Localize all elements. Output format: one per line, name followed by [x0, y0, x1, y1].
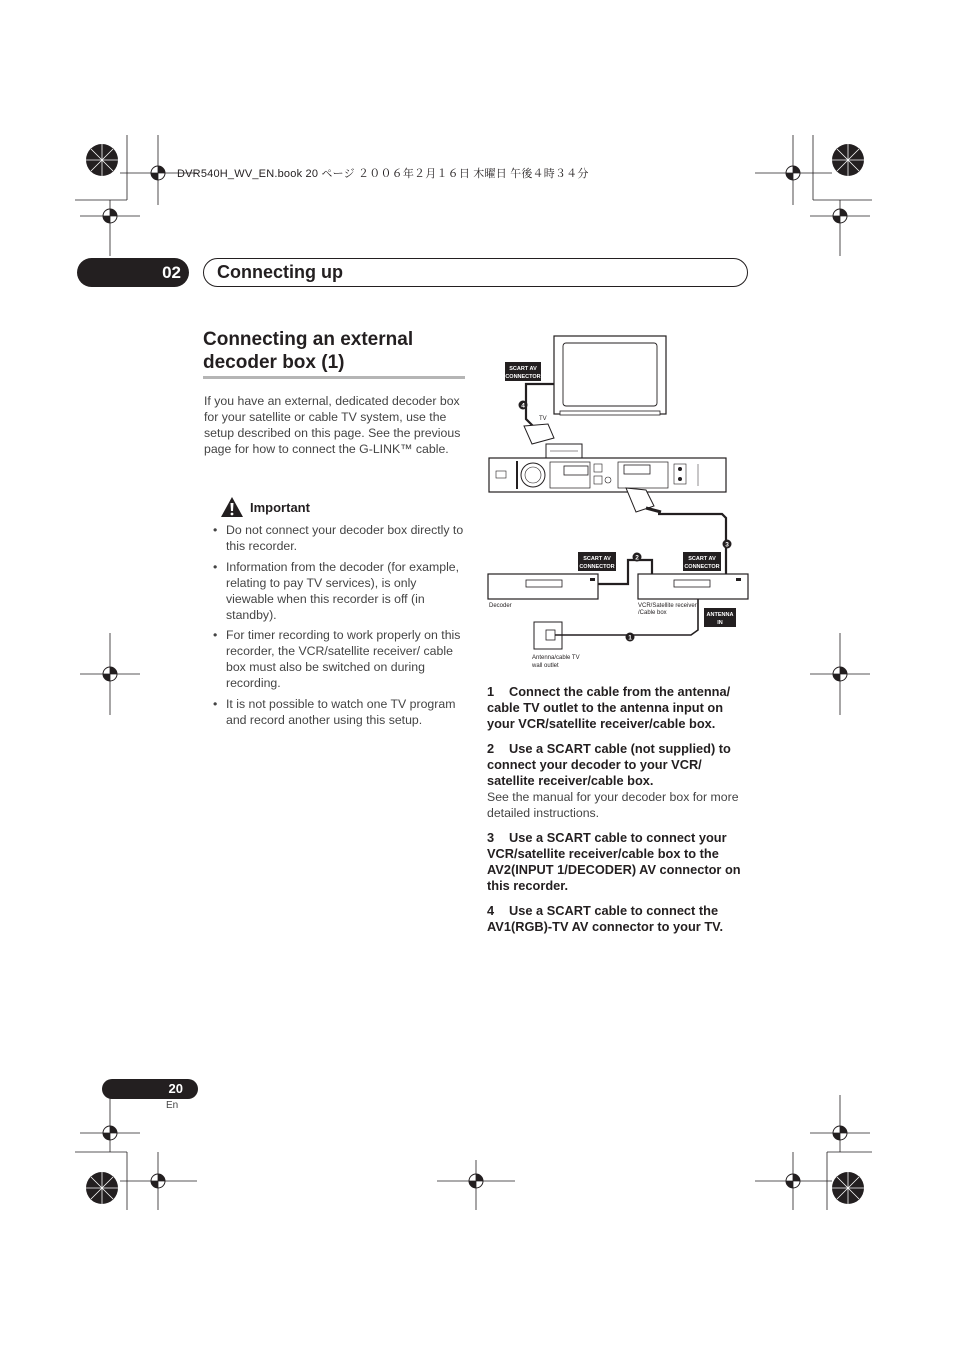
step-instruction: Use a SCART cable to connect the AV1(RGB)-TV AV connector to your TV. — [487, 903, 724, 934]
book-header-line: DVR540H_WV_EN.book 20 ページ ２００６年２月１６日 木曜日 午後４時３４分 — [177, 168, 589, 180]
chapter-number: 02 — [77, 258, 189, 287]
list-item: • Information from the decoder (for example, relating to pay TV services), is only viewable when this recorder is off (in standby). — [213, 559, 460, 622]
section-title: Connecting an external decoder box (1) — [203, 329, 414, 373]
warning-icon — [220, 496, 244, 518]
step-number: 2 — [487, 741, 495, 756]
list-item: • Do not connect your decoder box directly to this recorder. — [213, 523, 464, 553]
svg-text:CONNECTOR: CONNECTOR — [579, 564, 615, 570]
svg-text:IN: IN — [717, 620, 723, 626]
step-number: 1 — [487, 684, 495, 699]
list-item: • It is not possible to watch one TV program and record another using this setup. — [213, 696, 456, 727]
vcr-label-line1: VCR/Satellite receiver — [638, 603, 697, 609]
step-instruction: Connect the cable from the antenna/ cable TV outlet to the antenna input on your VCR/satellite receiver/cable box. — [487, 684, 731, 731]
important-heading: Important — [250, 500, 310, 515]
scart-tag-decoder — [578, 552, 616, 571]
vcr-label-line2: /Cable box — [638, 610, 667, 616]
svg-text:1: 1 — [628, 634, 632, 642]
step-note: See the manual for your decoder box for more detailed instructions. — [487, 790, 739, 820]
svg-text:4: 4 — [521, 402, 525, 410]
decoder-box — [488, 574, 598, 599]
svg-text:3: 3 — [725, 541, 729, 549]
connection-diagram — [486, 334, 752, 674]
bullet-icon: • — [213, 559, 218, 574]
decoder-label: Decoder — [489, 603, 512, 609]
svg-text:CONNECTOR: CONNECTOR — [684, 564, 720, 570]
step-2 — [487, 741, 749, 821]
antenna-tag — [704, 608, 736, 627]
svg-text:SCART AV: SCART AV — [509, 366, 537, 372]
step-instruction: Use a SCART cable to connect your VCR/satellite receiver/cable box to the AV2(INPUT 1/DECODER) AV connector on this recorder. — [487, 830, 741, 893]
scart-tag-tv — [505, 362, 541, 381]
svg-text:SCART AV: SCART AV — [583, 556, 611, 562]
svg-text:2: 2 — [635, 554, 639, 562]
tv-illustration — [554, 336, 666, 415]
step-4 — [487, 903, 749, 935]
intro-paragraph: If you have an external, dedicated decoder box for your satellite or cable TV system, use the setup described on this page. See the previous page for how to connect the G-LINK™ cable. — [204, 394, 461, 456]
svg-text:CONNECTOR: CONNECTOR — [505, 374, 541, 380]
callout-1 — [626, 633, 635, 642]
step-number: 4 — [487, 903, 495, 918]
page-number: 20 — [102, 1079, 198, 1099]
step-instruction: Use a SCART cable (not supplied) to connect your decoder to your VCR/ satellite receiver/cable box. — [487, 741, 731, 788]
bullet-icon: • — [213, 628, 218, 642]
tv-label: TV — [539, 416, 547, 422]
chapter-title: Connecting up — [217, 262, 343, 282]
step-1 — [487, 684, 749, 732]
svg-text:ANTENNA: ANTENNA — [706, 612, 734, 618]
recorder-back-panel — [489, 458, 726, 492]
callout-4 — [519, 401, 528, 410]
step-number: 3 — [487, 830, 495, 845]
scart-tag-vcr — [683, 552, 721, 571]
vcr-satellite-box — [638, 574, 748, 599]
bullet-icon: • — [213, 523, 218, 537]
page-language: En — [166, 1100, 179, 1111]
steps-list — [487, 684, 749, 944]
bullet-icon: • — [213, 696, 218, 711]
step-3 — [487, 830, 749, 894]
wall-outlet-label-line2: wall outlet — [532, 663, 559, 669]
important-list — [204, 522, 466, 732]
wall-outlet-label-line1: Antenna/cable TV — [532, 655, 580, 661]
svg-text:SCART AV: SCART AV — [688, 556, 716, 562]
callout-2 — [633, 553, 642, 562]
list-item: • For timer recording to work properly on this recorder, the VCR/satellite receiver/ cable box must also be switched on during recording. — [213, 628, 461, 690]
section-divider — [203, 376, 465, 379]
callout-3 — [723, 540, 732, 549]
